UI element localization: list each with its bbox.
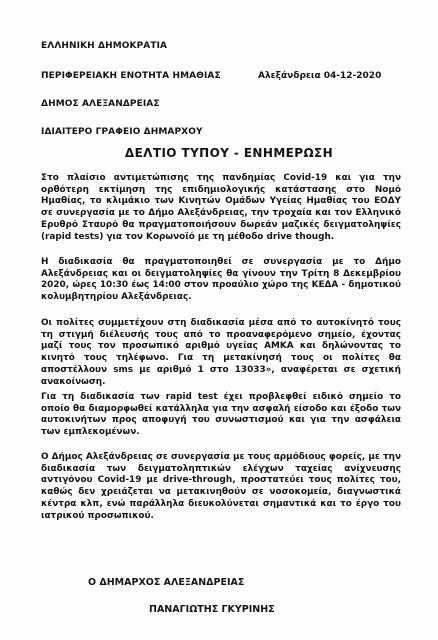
signature-name: ΠΑΝΑΓΙΩΤΗΣ ΓΚΥΡΙΝΗΣ (149, 604, 275, 615)
signature-role: Ο ΔΗΜΑΡΧΟΣ ΑΛΕΞΑΝΔΡΕΙΑΣ (88, 577, 245, 588)
header-office: ΙΔΙΑΙΤΕΡΟ ΓΡΑΦΕΙΟ ΔΗΜΑΡΧΟΥ (41, 127, 203, 137)
header-municipality: ΔΗΜΟΣ ΑΛΕΞΑΝΔΡΕΙΑΣ (41, 99, 160, 109)
paragraph-1: Στο πλαίσιο αντιμετώπισης της πανδημίας Covid-19 και για την ορθότερη εκτίμηση της επιδημιολογικής κατάστασης στο Νομό Ημαθίας, το κλιμάκιο των Κινητών Ομάδων Υγείας Ημαθίας του ΕΟΔΥ σε συνεργασία με το Δήμο Αλεξάνδρειας, την τροχαία και τον Ελληνικό Ερυθρό Σταυρό θα πραγματοποιήσουν δωρεάν μαζικές δειγματοληψίες (rapid tests) για τον Κορωνοϊό με τη μέθοδο drive though. (41, 173, 401, 242)
document-title: ΔΕΛΤΙΟ ΤΥΠΟΥ - ΕΝΗΜΕΡΩΣΗ (124, 146, 334, 160)
paragraph-5: Ο Δήμος Αλεξάνδρειας σε συνεργασία με τους αρμόδιους φορείς, με την διαδικασία των δειγματοληπτικών ελέγχων ταχείας ανίχνευσης αντιγόνου Covid-19 με drive-through, προστατεύει τους πολίτες του, καθώς δεν χρειάζεται να μετακινηθούν σε νοσοκομεία, διαγνωστικά κέντρα κλπ, ενώ παράλληλα διευκολύνεται σημαντικά και το έργο του ιατρικού προσωπικού. (41, 452, 401, 521)
header-country: ΕΛΛΗΝΙΚΗ ΔΗΜΟΚΡΑΤΙΑ (41, 41, 168, 51)
paragraph-2: Η διαδικασία θα πραγματοποιηθεί σε συνεργασία με το Δήμο Αλεξάνδρειας και οι δειγματοληψίες θα γίνουν την Τρίτη 8 Δεκεμβρίου 2020, ώρες 10:30 έως 14:00 στον προαύλιο χώρο της ΚΕΔΑ - δημοτικού κολυμβητηρίου Αλεξάνδρειας. (41, 257, 401, 303)
header-region: ΠΕΡΙΦΕΡΕΙΑΚΗ ΕΝΟΤΗΤΑ ΗΜΑΘΙΑΣ (41, 71, 221, 81)
header-date: Αλεξάνδρεια 04-12-2020 (258, 71, 382, 81)
paragraph-4: Για τη διαδικασία των rapid test έχει προβλεφθεί ειδικό σημείο το οποίο θα διαμορφωθεί κατάλληλα για την ασφαλή είσοδο και έξοδο των αυτοκινήτων προς αποφυγή του συνωστισμού και για την ασφάλεια των εμπλεκομένων. (41, 392, 401, 438)
paragraph-3: Οι πολίτες συμμετέχουν στη διαδικασία μέσα από το αυτοκίνητό τους τη στιγμή διέλευσής τους από το προαναφερόμενο σημείο, έχοντας μαζί τους τον προσωπικό αριθμό υγείας ΑΜΚΑ και δηλώνοντας το κινητό τους τηλέφωνο. Για τη μετακίνησή τους οι πολίτες θα αποστέλλουν sms με αριθμό 1 στο 13033», αναφέρεται σε σχετική ανακοίνωση. (41, 318, 401, 387)
